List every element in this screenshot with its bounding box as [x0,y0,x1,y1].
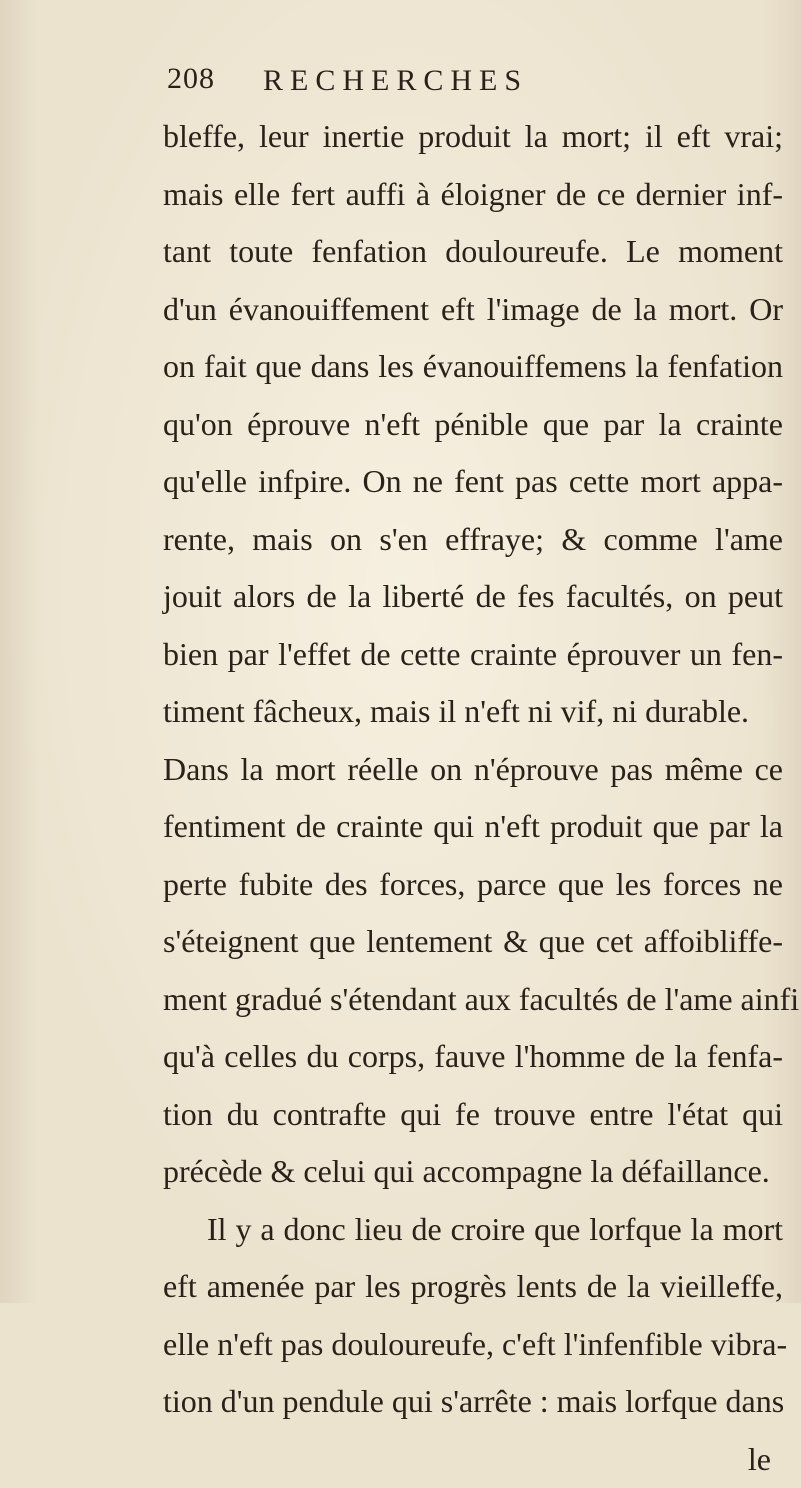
page-number: 208 [167,62,215,96]
text-line: qu'à celles du corps, fauve l'homme de la fenfa- [0,1028,801,1086]
text-line: Dans la mort réelle on n'éprouve pas même ce [0,741,801,799]
text-line: on fait que dans les évanouiffemens la fenfation [0,338,801,396]
text-line: bien par l'effet de cette crainte éprouver un fen- [0,626,801,684]
catchword: le [0,1431,801,1488]
text-line: s'éteignent que lentement & que cet affoibliffe- [0,913,801,971]
text-line: tion du contrafte qui fe trouve entre l'état qui [0,1086,801,1144]
text-line: qu'on éprouve n'eft pénible que par la crainte [0,396,801,454]
text-line: rente, mais on s'en effraye; & comme l'ame [0,511,801,569]
text-line: perte fubite des forces, parce que les forces ne [0,856,801,914]
text-line: eft amenée par les progrès lents de la vieilleffe, [0,1258,801,1316]
text-line: jouit alors de la liberté de fes facultés, on peut [0,568,801,626]
text-line: elle n'eft pas douloureufe, c'eft l'infenfible vibra- [0,1316,801,1374]
text-line: fentiment de crainte qui n'eft produit que par la [0,798,801,856]
body-text [0,108,801,1488]
page-header [0,62,801,106]
text-line: ment gradué s'étendant aux facultés de l'ame ainfi [0,971,801,1029]
text-line: mais elle fert auffi à éloigner de ce dernier inf- [0,166,801,224]
text-line: tion d'un pendule qui s'arrête : mais lorfque dans [0,1373,801,1431]
text-line: bleffe, leur inertie produit la mort; il eft vrai; [0,108,801,166]
text-line: Il y a donc lieu de croire que lorfque la mort [0,1201,801,1259]
text-line: d'un évanouiffement eft l'image de la mort. Or [0,281,801,339]
text-line: timent fâcheux, mais il n'eft ni vif, ni durable. [0,683,801,741]
running-head: RECHERCHES [263,64,528,98]
text-line: qu'elle infpire. On ne fent pas cette mort appa- [0,453,801,511]
text-line: tant toute fenfation douloureufe. Le moment [0,223,801,281]
text-line: précède & celui qui accompagne la défaillance. [0,1143,801,1201]
